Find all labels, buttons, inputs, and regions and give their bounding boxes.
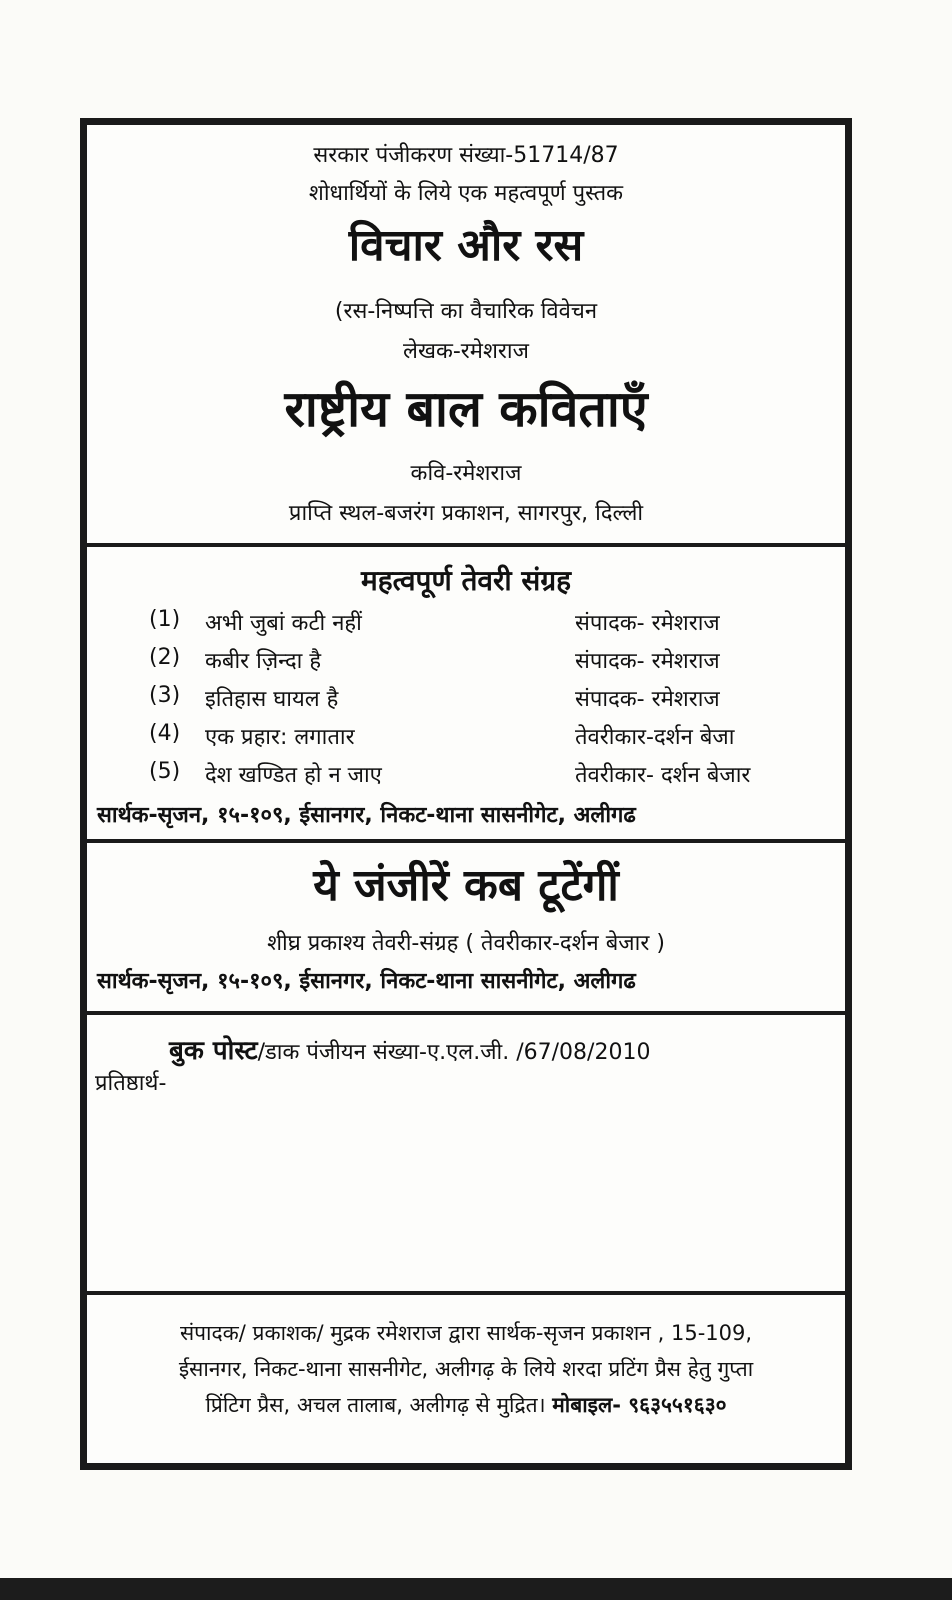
top-section [87,125,845,545]
item-title: इतिहास घायल है [205,687,339,712]
item-number: (2) [149,645,181,670]
forthcoming-title: ये जंजीरें कब टूटेंगीं [313,860,619,911]
list-item [87,645,845,679]
item-editor: तेवरीकार- दर्शन बेजार [575,763,751,788]
printer-note [97,1315,835,1423]
postal-registration: /डाक पंजीयन संख्या-ए.एल.जी. /67/08/2010 [257,1040,651,1065]
footer-line: संपादक/ प्रकाशक/ मुद्रक रमेशराज द्वारा सार्थक-सृजन प्रकाशन , 15-109, [179,1321,753,1345]
recipient-label: प्रतिष्ठार्थ- [95,1071,167,1096]
item-title: कबीर ज़िन्दा है [205,649,322,674]
item-editor: संपादक- रमेशराज [575,687,720,712]
book-post-line [169,1031,650,1067]
item-number: (1) [149,607,181,632]
item-title: एक प्रहार: लगातार [205,725,355,750]
forthcoming-section [87,843,845,1015]
tevari-address: सार्थक-सृजन, १५-१०९, ईसानगर, निकट-थाना सासनीगेट, अलीगढ [97,803,636,828]
registration-line: सरकार पंजीकरण संख्या-51714/87 [313,143,619,168]
item-editor: संपादक- रमेशराज [575,649,720,674]
book2-author: कवि-रमेशराज [410,461,522,486]
item-editor: संपादक- रमेशराज [575,611,720,636]
tevari-heading: महत्वपूर्ण तेवरी संग्रह [360,564,572,597]
item-number: (3) [149,683,181,708]
tagline: शोधार्थियों के लिये एक महत्वपूर्ण पुस्तक [308,181,624,206]
item-editor: तेवरीकार-दर्शन बेजा [575,725,735,750]
post-section [87,1015,845,1291]
list-item [87,607,845,641]
document-frame [80,118,852,1470]
book2-title: राष्ट्रीय बाल कविताएँ [284,380,648,438]
availability-line: प्राप्ति स्थल-बजरंग प्रकाशन, सागरपुर, दिल्ली [288,501,644,526]
footer-line [97,1387,835,1423]
book1-author: लेखक-रमेशराज [403,339,529,364]
book-post-label: बुक पोस्ट [169,1036,258,1066]
page-bottom-edge [0,1578,952,1600]
list-item [87,683,845,717]
footer-line: ईसानगर, निकट-थाना सासनीगेट, अलीगढ़ के लिये शरदा प्रटिंग प्रैस हेतु गुप्ता [178,1357,754,1381]
mobile-number: मोबाइल- ९६३५५१६३० [552,1393,727,1417]
forthcoming-address: सार्थक-सृजन, १५-१०९, ईसानगर, निकट-थाना सासनीगेट, अलीगढ [97,969,636,994]
item-number: (5) [149,759,181,784]
list-item [87,721,845,755]
item-title: अभी जुबां कटी नहीं [205,611,362,636]
footer-section [87,1295,845,1463]
book1-subtitle: (रस-निष्पत्ति का वैचारिक विवेचन [334,299,598,324]
tevari-section [87,547,845,843]
item-title: देश खण्डित हो न जाए [205,763,382,788]
list-item [87,759,845,793]
item-number: (4) [149,721,181,746]
book1-title: विचार और रस [348,220,584,271]
forthcoming-note: शीघ्र प्रकाश्य तेवरी-संग्रह ( तेवरीकार-दर्शन बेजार ) [267,931,665,956]
footer-text: प्रिंटिग प्रैस, अचल तालाब, अलीगढ़ से मुद्रित। [205,1393,546,1417]
